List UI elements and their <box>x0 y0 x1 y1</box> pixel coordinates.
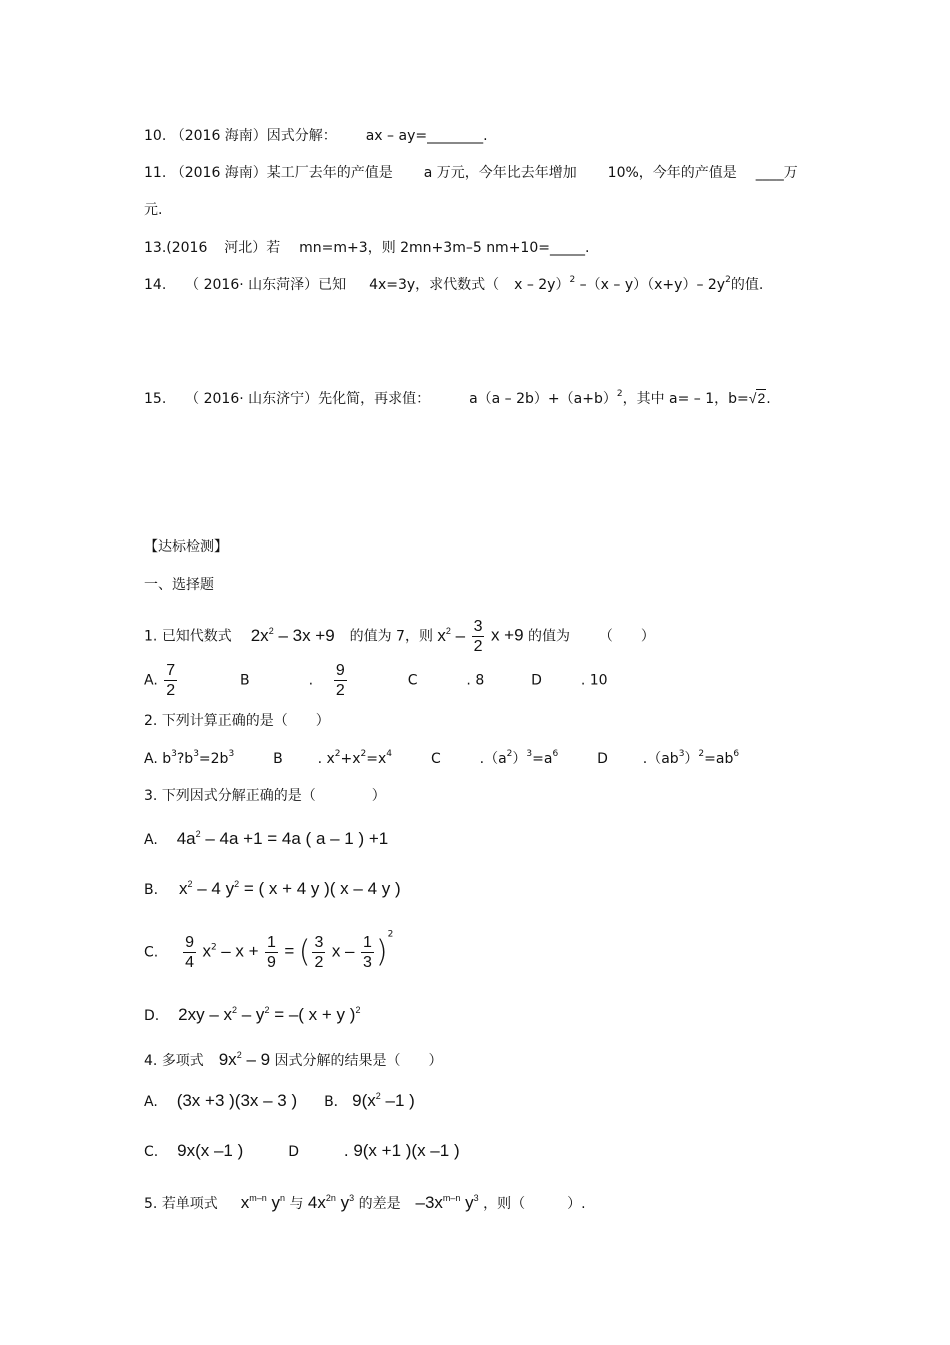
p3-opt-c-mid: – x + <box>221 941 259 961</box>
p2-opt-c-e3: 6 <box>552 749 559 759</box>
p2-opt-b-e3: 4 <box>386 749 393 759</box>
p5-term2-e1: 2n <box>325 1193 336 1203</box>
p1-number: 1. <box>144 628 158 645</box>
p5-term3-y: y <box>465 1193 474 1212</box>
p2-opt-c-e2: 3 <box>526 749 533 759</box>
p4-tail: 因式分解的结果是（ ） <box>274 1053 443 1069</box>
p3-opt-c-x2: x – <box>331 941 355 961</box>
p3-opt-c-frac3 <box>312 933 325 972</box>
problem-4 <box>144 1051 443 1070</box>
p2-opt-b-x1: . x <box>317 751 335 767</box>
p2-opt-a-b1: b <box>162 751 172 767</box>
p1-opt-a-den: 2 <box>166 682 176 699</box>
p5-term2-x: 4x <box>307 1193 326 1212</box>
q15-sqrt: √2 <box>748 390 766 406</box>
p5-lead: 若单项式 <box>161 1196 218 1212</box>
p3-option-d <box>144 1006 360 1025</box>
p3-opt-a-v2: – 4a +1 = 4a ( a – 1 ) +1 <box>205 829 389 848</box>
p3-opt-c-x: x <box>202 941 211 961</box>
p3-opt-c-n1: 9 <box>185 934 195 951</box>
q14-exp-1: 2 <box>569 275 576 285</box>
q11-text-b: a 万元，今年比去年增加 <box>423 165 577 181</box>
p3-option-a <box>144 830 388 849</box>
p4-opt-c-label: C. <box>144 1144 159 1160</box>
p3-opt-d-v2: – y <box>241 1005 265 1024</box>
p1-lead: 已知代数式 <box>161 628 232 645</box>
q11-text-c: 10%，今年的产值是 <box>607 165 737 181</box>
q15-text-c: ，其中 a= – 1，b= <box>622 391 749 407</box>
p4-opt-b-label: B． <box>324 1094 348 1110</box>
p1-opt-a-frac <box>164 661 177 700</box>
p1-paren: （ ） <box>598 628 655 645</box>
p3-opt-c-n4: 1 <box>362 934 372 951</box>
p4-exp: 2 <box>236 1050 242 1060</box>
p3-opt-a-e: 2 <box>195 829 201 839</box>
p4-opt-b-v2: –1 ) <box>385 1091 415 1110</box>
q15-text-a: （ 2016· 山东济宁）先化简，再求值： <box>185 391 431 407</box>
p3-opt-c-d3: 2 <box>314 954 324 971</box>
p3-opt-c-d4: 3 <box>362 954 372 971</box>
q15-exp: 2 <box>616 389 623 399</box>
q14-text-d: –（x – y）（x+y）– 2y <box>579 277 726 293</box>
p5-term3 <box>415 1193 478 1212</box>
p3-opt-d-expr <box>178 1005 360 1024</box>
p5-term2-y: y <box>340 1193 350 1212</box>
p1-exp-1: 2 <box>268 625 274 636</box>
p3-opt-b-e1: 2 <box>187 879 193 889</box>
p4-lead: 多项式 <box>161 1053 204 1069</box>
problem-1 <box>144 617 655 656</box>
p5-term1-y: y <box>271 1193 280 1212</box>
p3-opt-c-label: C. <box>144 944 159 961</box>
p3-opt-c-frac2 <box>265 933 278 972</box>
p1-opt-b-dot: . <box>308 672 314 689</box>
p5-diff: 的差是 <box>358 1196 401 1212</box>
p5-number: 5. <box>144 1196 158 1212</box>
p2-opt-b-x3: =x <box>366 751 387 767</box>
q14-text-c: x – 2y） <box>514 277 570 293</box>
p3-opt-d-v1: 2xy – x <box>178 1005 232 1024</box>
p3-opt-d-e3: 2 <box>355 1005 361 1015</box>
p1-frac-den: 2 <box>473 638 483 655</box>
p3-opt-c-frac4 <box>361 933 374 972</box>
p3-opt-b-expr <box>179 879 401 898</box>
p3-opt-d-e2: 2 <box>264 1005 270 1015</box>
p5-term1 <box>241 1193 285 1212</box>
q14-text-b: 4x=3y，求代数式（ <box>369 277 500 293</box>
p2-opt-d-e2: 2 <box>698 749 705 759</box>
q15-text-b: a（a – 2b）+（a+b） <box>469 391 617 407</box>
p4-opt-d-value: . 9(x +1 )(x –1 ) <box>343 1141 460 1160</box>
q15-radicand: 2 <box>757 390 766 406</box>
q14-text-a: （ 2016· 山东菏泽）已知 <box>185 277 347 293</box>
p2-opt-b <box>318 751 392 767</box>
q11-text-a: （2016 海南）某工厂去年的产值是 <box>170 165 393 181</box>
q11-number: 11. <box>144 165 167 181</box>
p2-text: 下列计算正确的是（ ） <box>161 713 330 729</box>
p4-opt-a-label: A. <box>144 1094 158 1110</box>
p2-opt-b-x2: +x <box>340 751 361 767</box>
p5-term3-e1: m–n <box>442 1193 461 1203</box>
p2-opt-c-a2: ） <box>512 751 527 767</box>
p2-opt-a-b2: ?b <box>176 751 194 767</box>
q14-number: 14. <box>144 277 167 293</box>
p1-opt-b-label: B <box>240 672 250 689</box>
p1-opt-c-label: C <box>407 672 418 689</box>
p2-opt-d-ab2: ） <box>684 751 699 767</box>
p3-opt-c-n3: 3 <box>314 934 324 951</box>
p3-opt-c-d2: 9 <box>266 954 276 971</box>
p1-expr1b: – 3x +9 <box>278 625 335 645</box>
p5-term3-x: –3x <box>415 1193 443 1212</box>
p5-term1-x: x <box>240 1193 250 1212</box>
q14-exp-2: 2 <box>725 275 731 285</box>
p3-opt-b-v1: x <box>178 879 188 898</box>
question-14 <box>144 276 763 294</box>
p1-options <box>144 661 608 700</box>
q15-number: 15. <box>144 391 167 407</box>
p4-expr <box>219 1050 270 1069</box>
p2-opt-d-label: D <box>597 751 608 767</box>
p1-opt-a-num: 7 <box>166 662 176 679</box>
p3-opt-b-label: B. <box>144 882 159 898</box>
p3-opt-a-expr <box>177 829 389 848</box>
p2-options <box>144 750 739 768</box>
p3-opt-b-v2: – 4 y <box>197 879 235 898</box>
p1-opt-b-num: 9 <box>335 662 345 679</box>
p2-opt-a-b3: =2b <box>198 751 229 767</box>
section-subtitle: 一、选择题 <box>144 577 214 593</box>
p1-opt-c-value: . 8 <box>466 672 485 689</box>
section-title: 【达标检测】 <box>144 539 228 555</box>
p3-opt-a-v1: 4a <box>176 829 196 848</box>
p2-opt-d-ab1: .（ab <box>642 751 679 767</box>
q10-blank: ________ <box>427 128 484 144</box>
p1-frac-num: 3 <box>473 618 483 635</box>
p5-mid: 与 <box>289 1196 304 1212</box>
p1-opt-b-frac <box>334 661 347 700</box>
p2-opt-a-e2: 3 <box>193 749 199 759</box>
p2-opt-b-label: B <box>273 751 283 767</box>
p2-opt-c-label: C <box>430 751 441 767</box>
problem-2 <box>144 712 330 730</box>
p5-term3-e2: 3 <box>473 1193 479 1203</box>
p1-x: x <box>437 625 446 645</box>
p2-opt-d-e3: 6 <box>733 749 740 759</box>
p2-opt-d-ab3: =ab <box>704 751 734 767</box>
p3-opt-d-v3: = –( x + y ) <box>274 1005 356 1024</box>
q13-blank: _____ <box>549 240 585 256</box>
q11-blank: ____ <box>755 165 784 181</box>
question-15 <box>144 389 771 408</box>
problem-3 <box>144 787 386 805</box>
p2-opt-c <box>480 751 559 767</box>
p3-number: 3. <box>144 788 158 804</box>
q10-end: . <box>483 128 488 144</box>
p5-term2-e2: 3 <box>349 1193 355 1203</box>
p3-opt-c-lparen: ( <box>298 934 311 970</box>
p5-term1-e1: m–n <box>249 1193 267 1203</box>
p3-option-b <box>144 880 401 899</box>
p4-opt-b-v1: 9(x <box>352 1091 376 1110</box>
q10-source: （2016 海南）因式分解： <box>170 128 337 144</box>
q13-text-b: mn=m+3，则 2mn+3m–5 nm+10= <box>299 240 550 256</box>
p3-opt-c-eq: = <box>284 941 295 961</box>
q13-end: . <box>584 240 590 256</box>
p4-number: 4. <box>144 1053 158 1069</box>
q13-text-a: 河北）若 <box>224 240 281 256</box>
p1-expr1a: 2x <box>250 625 269 645</box>
p1-mid: 的值为 7，则 <box>349 628 433 645</box>
p2-opt-a-e3: 3 <box>228 749 235 759</box>
p4-options-ab <box>144 1092 415 1111</box>
p3-opt-a-label: A. <box>144 832 158 848</box>
p3-opt-d-e1: 2 <box>232 1005 238 1015</box>
question-10 <box>144 127 488 145</box>
p3-opt-c-d1: 4 <box>185 954 195 971</box>
p3-opt-b-e2: 2 <box>234 879 240 889</box>
p4-expr-a: 9x <box>218 1050 237 1069</box>
p1-exp-2: 2 <box>445 625 451 636</box>
p5-term2 <box>308 1193 354 1212</box>
p4-opt-a-value: (3x +3 )(3x – 3 ) <box>176 1091 298 1110</box>
p3-opt-d-label: D. <box>144 1008 160 1024</box>
p2-opt-a-e1: 3 <box>171 749 177 759</box>
q11-text-d: 万 <box>783 165 798 181</box>
p3-opt-c-rparen: ) <box>375 934 388 970</box>
p2-opt-b-e1: 2 <box>334 749 341 759</box>
p1-opt-a-label: A. <box>144 672 158 689</box>
p1-expr1 <box>251 626 335 645</box>
p4-opt-d-label: D <box>288 1144 299 1160</box>
p3-opt-b-v3: = ( x + 4 y )( x – 4 y ) <box>243 879 401 898</box>
q15-end: . <box>766 391 771 407</box>
p2-opt-a-label: A. <box>144 751 158 767</box>
p5-tail: ，则（ ）. <box>483 1196 586 1212</box>
p3-opt-c-frac1 <box>183 933 196 972</box>
q13-number: 13.(2016 <box>144 240 208 256</box>
p2-opt-d-e1: 3 <box>678 749 685 759</box>
p3-opt-c-e2: 2 <box>387 929 394 940</box>
p2-opt-c-a1: .（a <box>479 751 507 767</box>
p4-opt-c-value: 9x(x –1 ) <box>177 1141 244 1160</box>
p2-opt-c-a3: =a <box>532 751 553 767</box>
p1-tail: 的值为 <box>528 628 570 645</box>
p2-opt-a <box>162 751 234 767</box>
p3-opt-c-e1: 2 <box>211 942 217 953</box>
p1-fraction <box>472 617 485 656</box>
p2-opt-b-e2: 2 <box>360 749 367 759</box>
p3-text: 下列因式分解正确的是（ ） <box>161 788 386 804</box>
p3-opt-c-n2: 1 <box>266 934 276 951</box>
p4-expr-b: – 9 <box>246 1050 271 1069</box>
p1-opt-d-value: . 10 <box>580 672 608 689</box>
p2-number: 2. <box>144 713 158 729</box>
question-13 <box>144 239 589 257</box>
p1-expr2b: x +9 <box>490 625 524 645</box>
p3-option-c <box>144 929 394 972</box>
p1-opt-d-label: D <box>531 672 542 689</box>
p2-opt-c-e1: 2 <box>506 749 513 759</box>
p1-minus: – <box>455 625 466 645</box>
question-11 <box>144 164 798 182</box>
p5-term1-e2: n <box>279 1193 285 1203</box>
q10-number: 10. <box>144 128 167 144</box>
p2-opt-d <box>643 751 739 767</box>
p4-options-cd <box>144 1142 460 1161</box>
q14-text-e: 的值. <box>730 277 764 293</box>
p1-expr2 <box>437 626 465 645</box>
p4-opt-b-expr <box>352 1091 415 1110</box>
question-11-cont: 元. <box>144 202 163 218</box>
q10-expression: ax – ay= <box>365 128 428 144</box>
p1-opt-b-den: 2 <box>335 682 345 699</box>
problem-5 <box>144 1194 586 1213</box>
p4-opt-b-exp: 2 <box>375 1091 381 1101</box>
